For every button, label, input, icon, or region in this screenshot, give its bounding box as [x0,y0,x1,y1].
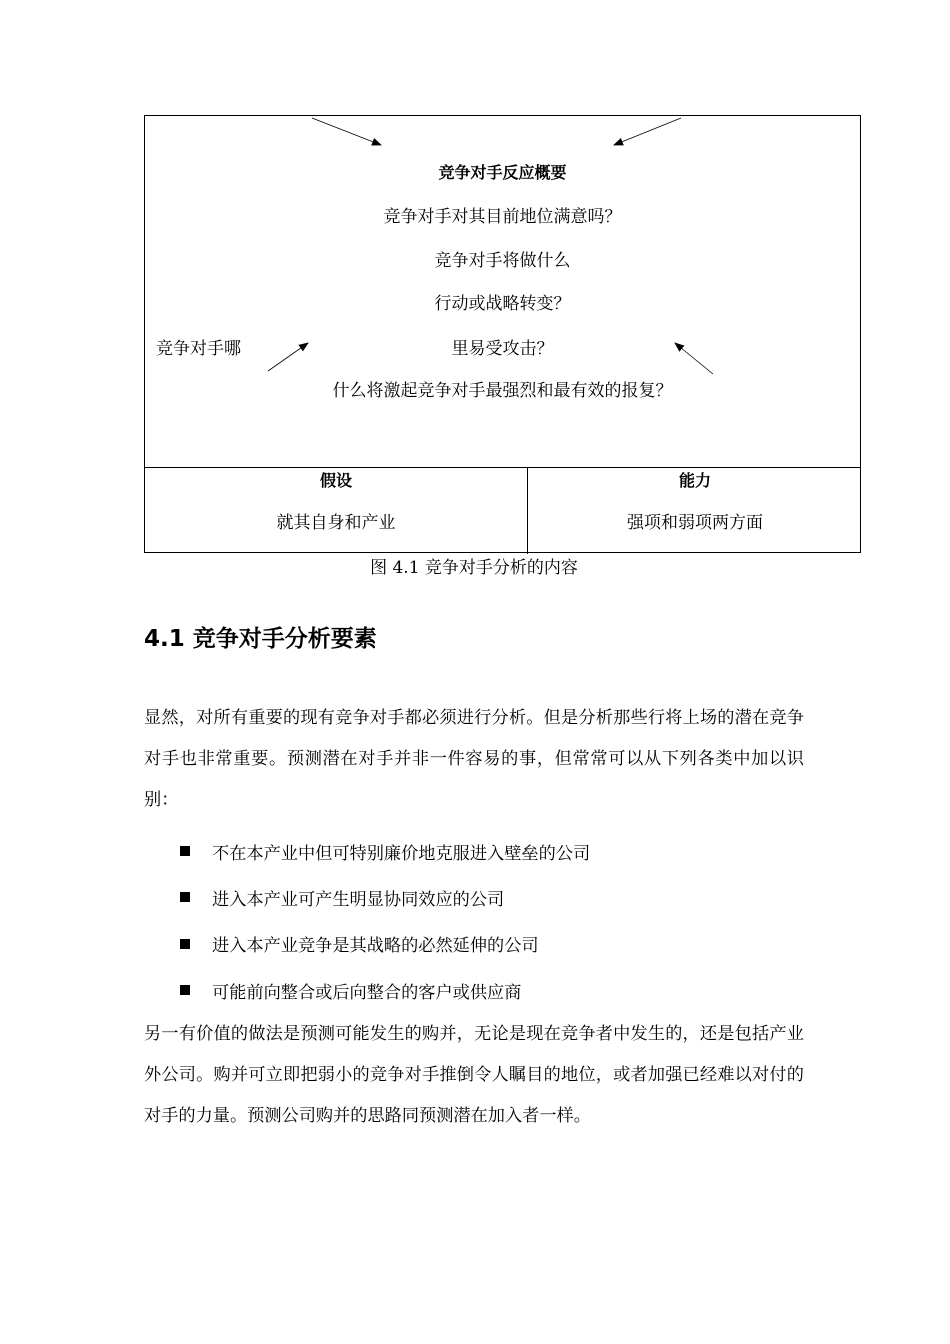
list-item [180,967,590,1013]
arrow-top-right [614,118,681,145]
list-item [180,921,590,967]
list-item-text: 进入本产业可产生明显协同效应的公司 [212,889,505,910]
list-item-text: 进入本产业竞争是其战略的必然延伸的公司 [212,936,539,957]
intro-paragraph: 显然，对所有重要的现有竞争对手都必须进行分析。但是分析那些行将上场的潜在竞争对手也非常重要。预测潜在对手并非一件容易的事，但常常可以从下列各类中加以识别： [144,708,804,810]
figure-line-2: 竞争对手将做什么 [434,251,571,271]
figure-side-label: 竞争对手哪 [156,339,241,359]
square-bullet-icon [180,939,190,949]
capabilities-text: 强项和弱项两方面 [627,513,763,533]
capabilities-title: 能力 [678,471,711,490]
figure-line-1: 竞争对手对其目前地位满意吗？ [383,207,622,227]
assumptions-cell [145,467,527,554]
square-bullet-icon [180,892,190,902]
closing-paragraph: 另一有价值的做法是预测可能发生的购并，无论是现在竞争者中发生的，还是包括产业外公司。购并可立即把弱小的竞争对手推倒令人瞩目的地位，或者加强已经难以对付的对手的力量。预测公司购并的思路同预测潜在加入者一样。 [144,1024,804,1126]
assumptions-text: 就其自身和产业 [276,513,396,533]
figure-line-3: 行动或战略转变？ [434,294,571,314]
list-item-text: 可能前向整合或后向整合的客户或供应商 [212,982,522,1003]
potential-competitor-list [180,828,590,1013]
list-item-text: 不在本产业中但可特别廉价地克服进入壁垒的公司 [212,843,591,864]
figure-caption: 图 4.1 竞争对手分析的内容 [370,558,578,578]
section-heading: 4.1 竞争对手分析要素 [144,626,377,652]
competitor-response-summary [145,116,860,467]
square-bullet-icon [180,846,190,856]
arrow-top-left [312,118,381,145]
capabilities-cell [528,467,862,554]
figure-title: 竞争对手反应概要 [438,163,567,182]
list-item [180,828,590,874]
list-item [180,874,590,920]
square-bullet-icon [180,985,190,995]
figure-line-4: 里易受攻击？ [451,339,554,359]
assumptions-title: 假设 [319,471,352,490]
figure-line-5: 什么将激起竞争对手最强烈和最有效的报复？ [332,381,673,401]
competitor-analysis-figure [144,115,861,553]
